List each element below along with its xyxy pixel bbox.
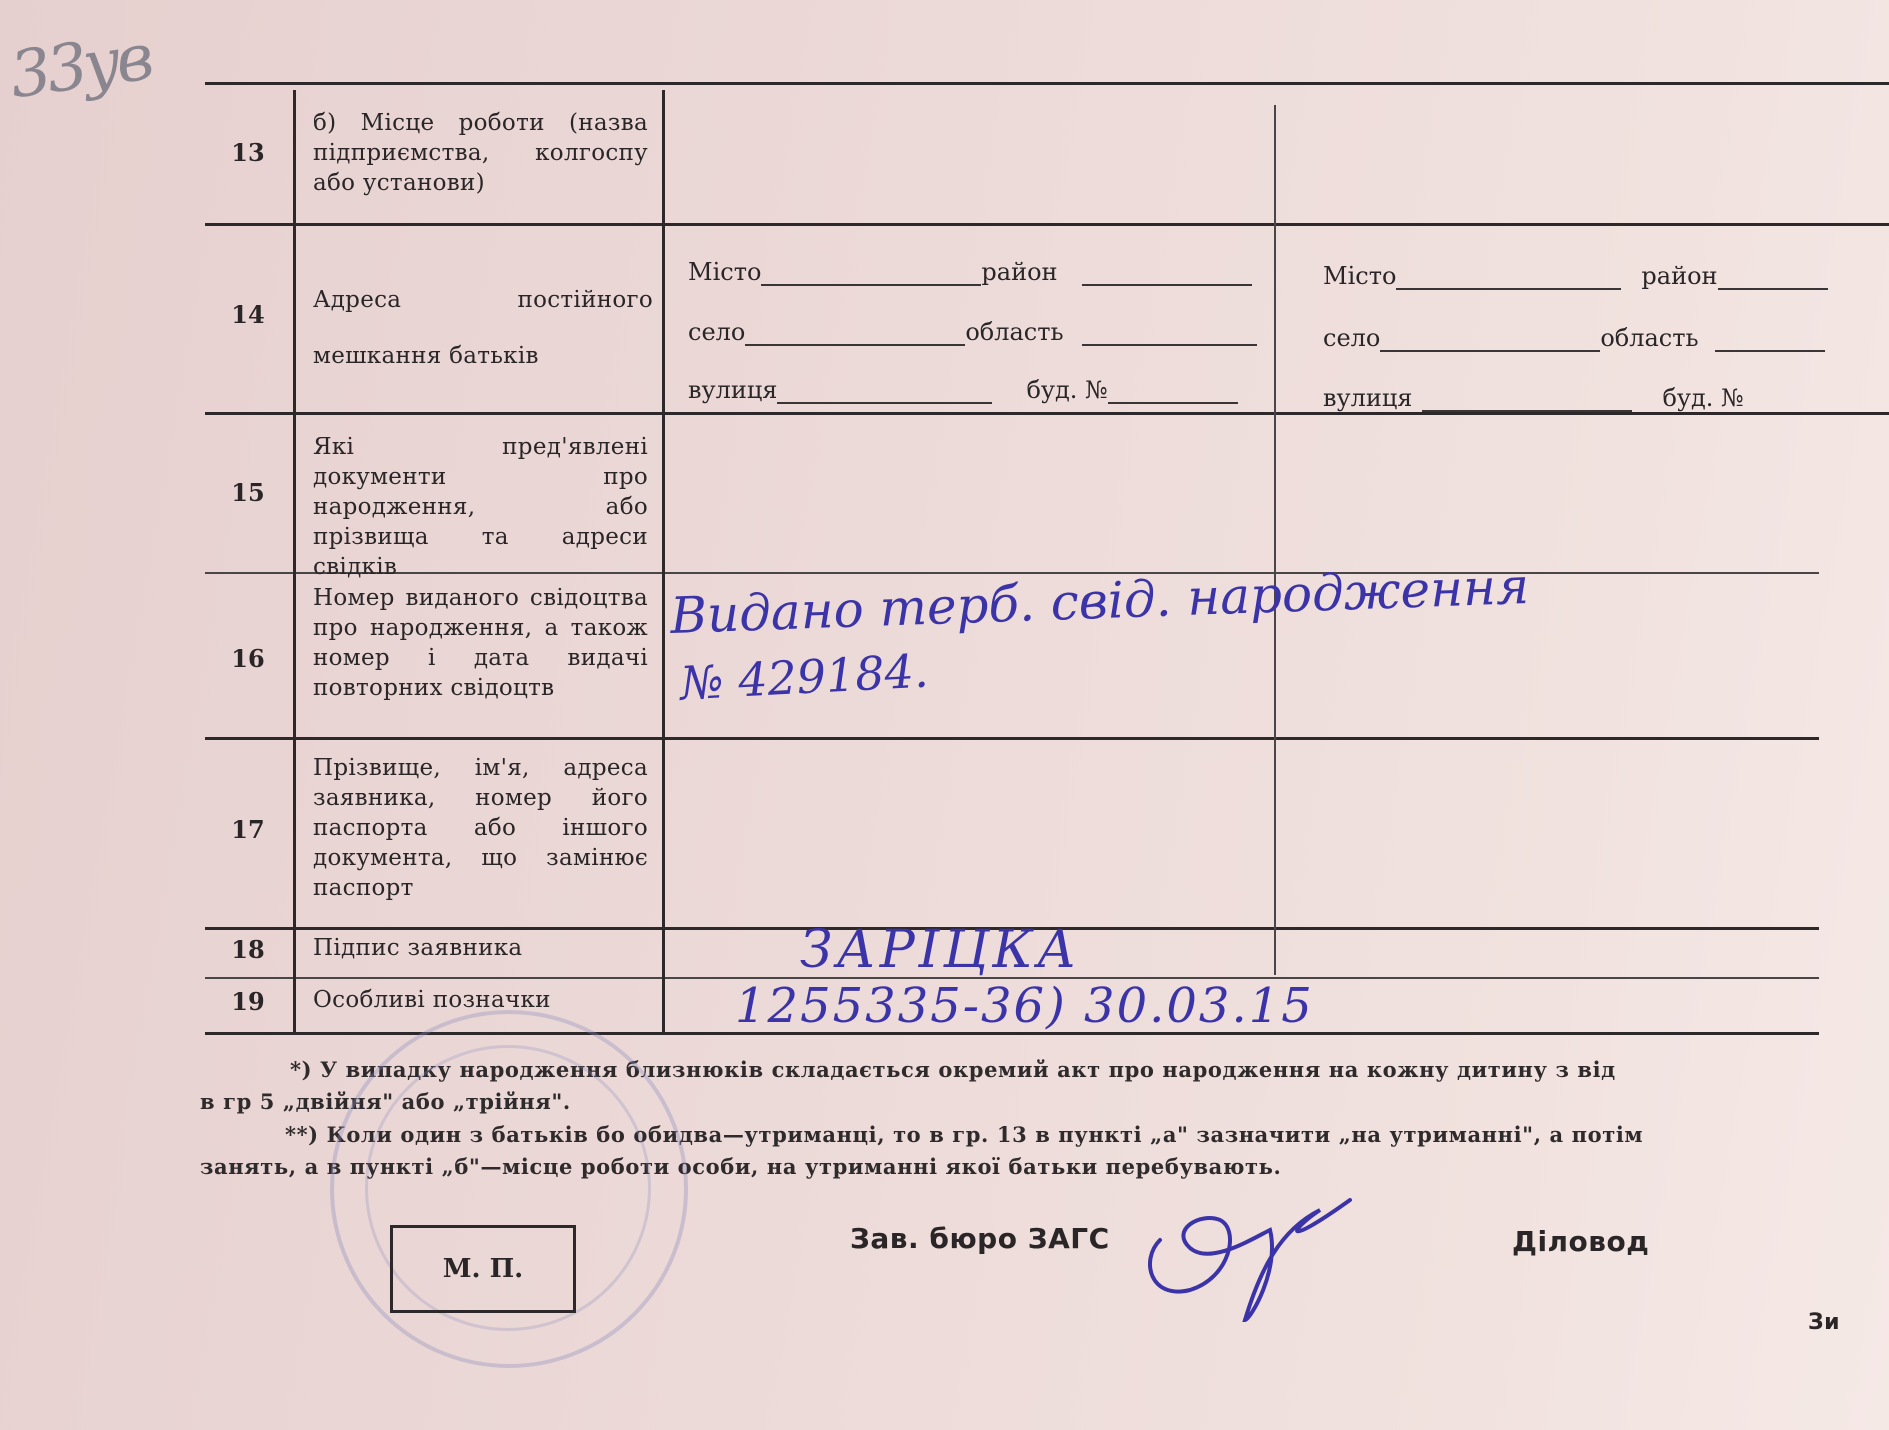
row-number-18: 18 <box>231 935 265 964</box>
city-blank <box>1396 270 1621 290</box>
row-number-17: 17 <box>231 815 265 844</box>
mother-village-field <box>1323 324 1825 352</box>
head-of-registry-label: Зав. бюро ЗАГС <box>850 1222 1110 1255</box>
cut-off-edge-text: Зи <box>1808 1310 1841 1335</box>
footnote-1-line2: в гр 5 „двійня" або „трійня". <box>200 1089 571 1114</box>
building-label: буд. № <box>1026 376 1108 404</box>
region-blank <box>1715 332 1825 352</box>
number-column-divider <box>293 90 296 1032</box>
father-village-field <box>688 318 1257 346</box>
row-number-14: 14 <box>231 300 265 329</box>
corner-handwritten-note: 33ув <box>5 20 155 114</box>
parents-column-divider <box>1274 105 1276 975</box>
district-blank <box>1718 270 1828 290</box>
footnote-2-line1: **) Коли один з батьків бо обидва—утриманці, то в гр. 13 в пункті „а" зазначити „на утриманні", а потім <box>285 1122 1644 1147</box>
row-number-16: 16 <box>231 644 265 673</box>
row-label-17: Прізвище, ім'я, адреса заявника, номер його паспорта або іншого документа, що замінює паспорт <box>313 755 648 901</box>
head-of-registry-signature <box>1130 1170 1390 1330</box>
row-number-15: 15 <box>231 478 265 507</box>
street-label: вулиця <box>688 376 778 404</box>
city-label: Місто <box>1323 262 1397 290</box>
region-blank <box>1082 326 1257 346</box>
village-blank <box>745 326 965 346</box>
village-label: село <box>688 318 746 346</box>
street-label: вулиця <box>1323 384 1413 412</box>
row-14-bottom-border <box>205 412 1889 415</box>
row-label-14: Адреса постійного мешкання батьків <box>313 287 653 369</box>
street-blank <box>1422 392 1632 412</box>
signature-stroke <box>1150 1200 1350 1320</box>
district-label: район <box>1641 262 1718 290</box>
row-16-bottom-border <box>205 737 1819 740</box>
seal-place-box: М. П. <box>390 1225 576 1313</box>
clerk-label: Діловод <box>1512 1225 1650 1258</box>
father-city-field <box>688 258 1252 286</box>
street-blank <box>777 384 992 404</box>
row-number-13: 13 <box>231 138 265 167</box>
row-label-13: б) Місце роботи (назва підприємства, колгоспу або установи) <box>313 110 648 196</box>
building-label-cut: буд. № <box>1662 384 1744 412</box>
table-top-border <box>205 82 1889 85</box>
district-blank <box>1082 266 1252 286</box>
row-label-16: Номер виданого свідоцтва про народження, а також номер і дата видачі повторних свідоцтв <box>313 585 648 701</box>
region-label: область <box>965 318 1064 346</box>
city-blank <box>761 266 981 286</box>
row16-handwriting-line1: Видано терб. свід. народження <box>669 557 1530 645</box>
district-label: район <box>981 258 1058 286</box>
footnote-1-line1: *) У випадку народження близнюків складається окремий акт про народження на кожну дитину з від <box>290 1057 1616 1082</box>
city-label: Місто <box>688 258 762 286</box>
building-blank <box>1108 384 1238 404</box>
row18-applicant-signature: ЗАРІЦКА <box>800 920 1081 980</box>
village-blank <box>1380 332 1600 352</box>
row-label-19: Особливі позначки <box>313 987 551 1013</box>
footnote-2-line2: занять, а в пункті „б"—місце роботи особи, на утриманні якої батьки перебувають. <box>200 1154 1282 1179</box>
village-label: село <box>1323 324 1381 352</box>
row-13-bottom-border <box>205 223 1889 226</box>
label-column-divider <box>662 90 665 1032</box>
mother-city-field <box>1323 262 1828 290</box>
row-number-19: 19 <box>231 987 265 1016</box>
row-label-15: Які пред'явлені документи про народження, або прізвища та адреси свідків <box>313 434 648 580</box>
row19-special-notes: 1255335-36) 30.03.15 <box>735 978 1314 1034</box>
region-label: область <box>1600 324 1699 352</box>
row-label-18: Підпис заявника <box>313 935 523 961</box>
row16-handwriting-line2: № 429184. <box>678 643 930 711</box>
mother-street-field <box>1323 384 1772 412</box>
father-street-field <box>688 376 1238 404</box>
